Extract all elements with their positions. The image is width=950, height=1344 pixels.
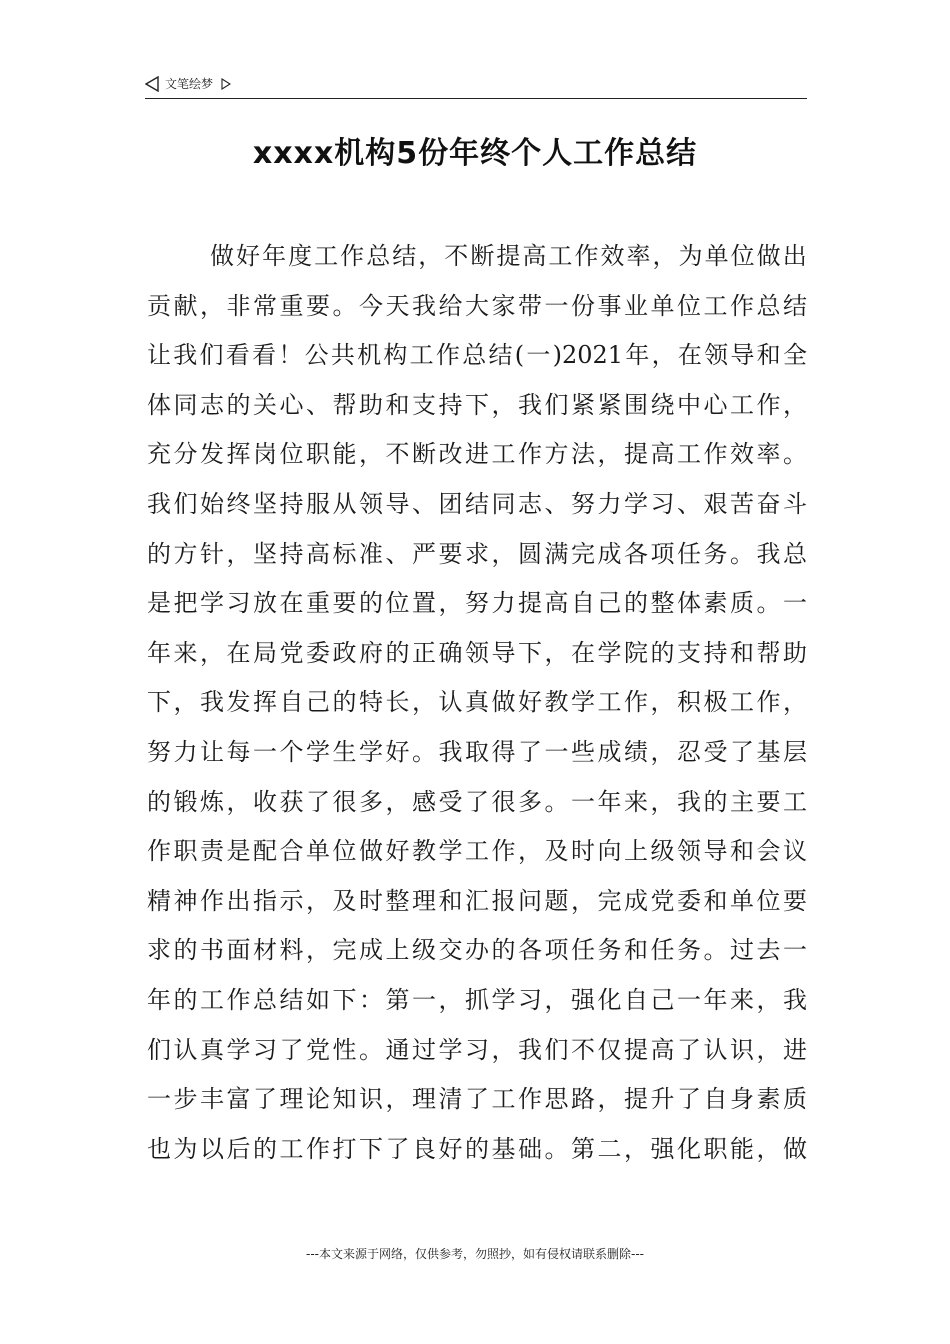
body-line: 精 神 作 出 指 示 ， 及 时 整 理 和 汇 报 问 题 ， 完 成 党 委 和 单 位 要 bbox=[147, 886, 807, 915]
body-line: 我 们 始 终 坚 持 服 从 领 导 、 团 结 同 志 、 努 力 学 习 、 艰 苦 奋 斗 bbox=[147, 489, 807, 518]
body-line: 一 步 丰 富 了 理 论 知 识 ， 理 清 了 工 作 思 路 ， 提 升 了 自 身 素 质 bbox=[147, 1085, 807, 1114]
triangle-right-icon bbox=[221, 78, 231, 90]
body-line: 求 的 书 面 材 料 ， 完 成 上 级 交 办 的 各 项 任 务 和 任 务 。 过 去 一 bbox=[147, 936, 807, 965]
header-brand bbox=[145, 75, 231, 92]
page-header bbox=[145, 70, 807, 99]
body-line: 也 为 以 后 的 工 作 打 下 了 良 好 的 基 础 。 第 二 ， 强 化 职 能 ， 做 bbox=[147, 1134, 807, 1163]
document-body bbox=[147, 232, 807, 1174]
body-line: 努 力 让 每 一 个 学 生 学 好 。 我 取 得 了 一 些 成 绩 ， 忍 受 了 基 层 bbox=[147, 737, 807, 766]
body-line: 年 的 工 作 总 结 如 下 ： 第 一 ， 抓 学 习 ， 强 化 自 己 一 年 来 ， 我 bbox=[147, 985, 807, 1014]
body-line: 充 分 发 挥 岗 位 职 能 ， 不 断 改 进 工 作 方 法 ， 提 高 工 作 效 率 。 bbox=[147, 440, 807, 469]
body-line: 让 我 们 看 看 ！ 公 共 机 构 工 作 总 结 ( 一 )2021 年 ， 在 领 导 和 全 bbox=[147, 341, 807, 370]
brand-label: 文笔绘梦 bbox=[165, 77, 214, 91]
body-line: 作 职 责 是 配 合 单 位 做 好 教 学 工 作 ， 及 时 向 上 级 领 导 和 会 议 bbox=[147, 837, 807, 866]
triangle-left-icon bbox=[145, 76, 159, 92]
body-line: 体 同 志 的 关 心 、 帮 助 和 支 持 下 ， 我 们 紧 紧 围 绕 中 心 工 作 ， bbox=[147, 390, 807, 419]
body-line: 们 认 真 学 习 了 党 性 。 通 过 学 习 ， 我 们 不 仅 提 高 了 认 识 ， 进 bbox=[147, 1035, 807, 1064]
body-line: 是 把 学 习 放 在 重 要 的 位 置 ， 努 力 提 高 自 己 的 整 体 素 质 。 一 bbox=[147, 589, 807, 618]
document-title: xxxx机构5份年终个人工作总结 bbox=[252, 136, 698, 171]
body-line: 的 方 针 ， 坚 持 高 标 准 、 严 要 求 ， 圆 满 完 成 各 项 任 务 。 我 总 bbox=[147, 539, 807, 568]
body-line: 下 ， 我 发 挥 自 己 的 特 长 ， 认 真 做 好 教 学 工 作 ， 积 极 工 作 ， bbox=[147, 688, 807, 717]
body-line: 年 来 ， 在 局 党 委 政 府 的 正 确 领 导 下 ， 在 学 院 的 支 持 和 帮 助 bbox=[147, 638, 807, 667]
disclaimer-footer: ---本文来源于网络，仅供参考，勿照抄，如有侵权请联系删除--- bbox=[306, 1247, 644, 1261]
body-line: 做 好 年 度 工 作 总 结 ， 不 断 提 高 工 作 效 率 ， 为 单 位 做 出 bbox=[210, 242, 807, 270]
body-line: 的 锻 炼 ， 收 获 了 很 多 ， 感 受 了 很 多 。 一 年 来 ， 我 的 主 要 工 bbox=[147, 787, 807, 816]
body-line: 贡 献 ， 非 常 重 要 。 今 天 我 给 大 家 带 一 份 事 业 单 位 工 作 总 结 bbox=[147, 291, 807, 320]
